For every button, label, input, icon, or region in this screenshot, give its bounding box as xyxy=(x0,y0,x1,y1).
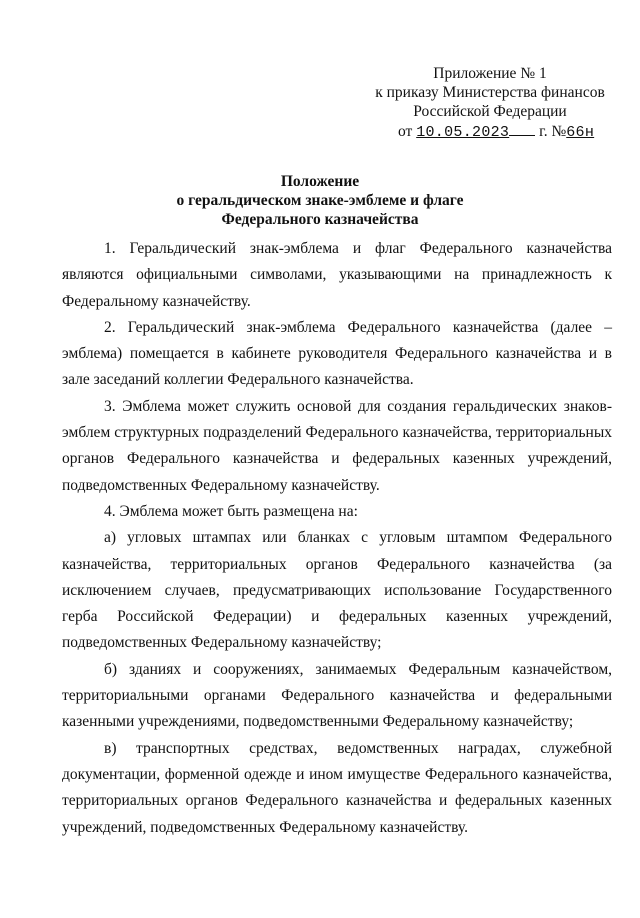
paragraph-1: 1. Геральдический знак-эмблема и флаг Федерального казначейства являются официальными символами, указывающими на принадлежность к Федеральному казначейству. xyxy=(62,240,612,310)
paragraph-3: 3. Эмблема может служить основой для создания геральдических знаков-эмблем структурных подразделений Федерального казначейства, территориальных органов Федерального казначейства и федеральных казенных учреждений, подведомственных Федеральному казначейству. xyxy=(62,397,612,494)
appendix-header xyxy=(360,64,620,142)
order-date-underline xyxy=(509,121,535,136)
paragraph-4c: в) транспортных средствах, ведомственных наградах, служебной документации, форменной одежде и ином имуществе Федерального казначейства, территориальных органов Федерального казначейства и федеральных казенных учреждений, подведомственных Федеральному казначейству. xyxy=(62,739,612,836)
appendix-ministry: Российской Федерации xyxy=(413,103,567,120)
paragraph-4: 4. Эмблема может быть размещена на: xyxy=(104,502,358,520)
appendix-order-ref: к приказу Министерства финансов xyxy=(375,84,605,101)
order-number: 66н xyxy=(566,124,595,141)
appendix-order-line xyxy=(398,121,620,142)
paragraph-4b: б) зданиях и сооружениях, занимаемых Федеральным казначейством, территориальными органами Федерального казначейства и федеральными казенными учреждениями, подведомственными Федеральному казначейству; xyxy=(62,660,612,731)
document-title xyxy=(0,172,640,229)
title-line-3: Федерального казначейства xyxy=(221,211,419,228)
appendix-number: Приложение № 1 xyxy=(433,65,547,82)
document-body xyxy=(62,236,612,841)
title-line-2: о геральдическом знаке-эмблеме и флаге xyxy=(176,192,464,209)
title-line-1: Положение xyxy=(280,173,360,190)
order-number-prefix: г. № xyxy=(539,123,567,140)
paragraph-4a: а) угловых штампах или бланках с угловым штампом Федерального казначейства, территориальных органов Федерального казначейства (за исключением случаев, предусматривающих использование Государственного герба Российской Федерации) и федеральных казенных учреждений, подведомственных Федеральному казначейству; xyxy=(62,529,612,652)
order-date: 10.05.2023 xyxy=(416,124,510,141)
order-prefix: от xyxy=(398,123,413,140)
paragraph-2: 2. Геральдический знак-эмблема Федерального казначейства (далее – эмблема) помещается в кабинете руководителя Федерального казначейства и в зале заседаний коллегии Федерального казначейства. xyxy=(62,318,612,389)
